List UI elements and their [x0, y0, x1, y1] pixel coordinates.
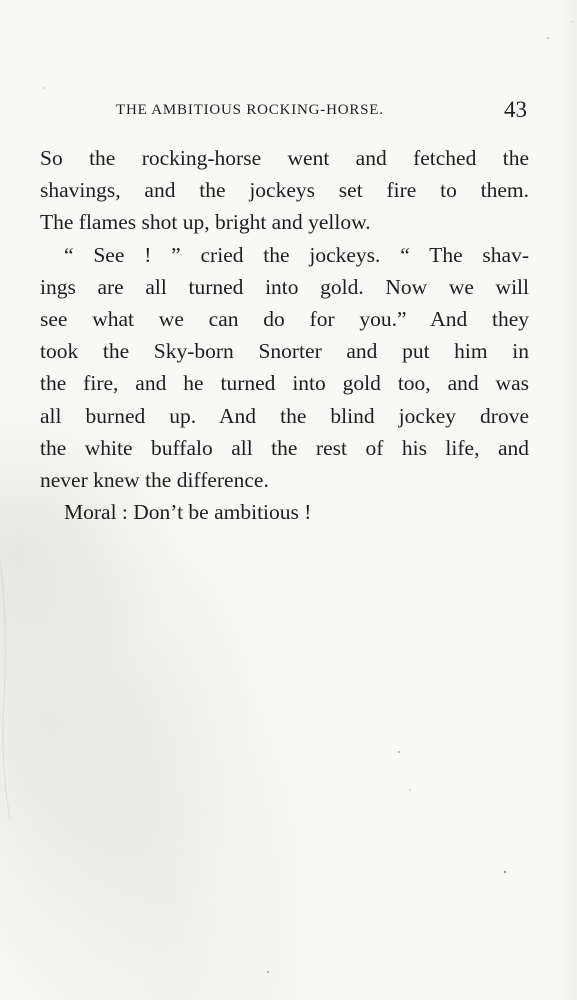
running-head: [0, 97, 577, 127]
text-line-11: never knew the difference.: [40, 467, 269, 492]
text-line-10: the white buffalo all the rest of his life, and: [40, 435, 529, 460]
text-line-1: So the rocking-horse went and fetched the: [40, 146, 529, 170]
story-text: [40, 142, 529, 528]
text-line-4: “ See ! ” cried the jockeys. “ The shav-: [64, 242, 529, 267]
text-line-6: see what we can do for you.” And they: [40, 306, 529, 331]
text-line-7: took the Sky-born Snorter and put him in: [40, 339, 529, 364]
running-title: THE AMBITIOUS ROCKING-HORSE.: [116, 102, 384, 118]
page-number: 43: [504, 97, 527, 122]
text-line-5: ings are all turned into gold. Now we will: [40, 274, 529, 299]
text-line-8: the fire, and he turned into gold too, and was: [40, 371, 529, 396]
text-line-2: shavings, and the jockeys set fire to them.: [40, 178, 529, 203]
moral-line: Moral : Don’t be ambitious !: [64, 500, 312, 525]
text-line-9: all burned up. And the blind jockey drove: [40, 403, 529, 428]
text-line-3: The flames shot up, bright and yellow.: [40, 210, 371, 235]
